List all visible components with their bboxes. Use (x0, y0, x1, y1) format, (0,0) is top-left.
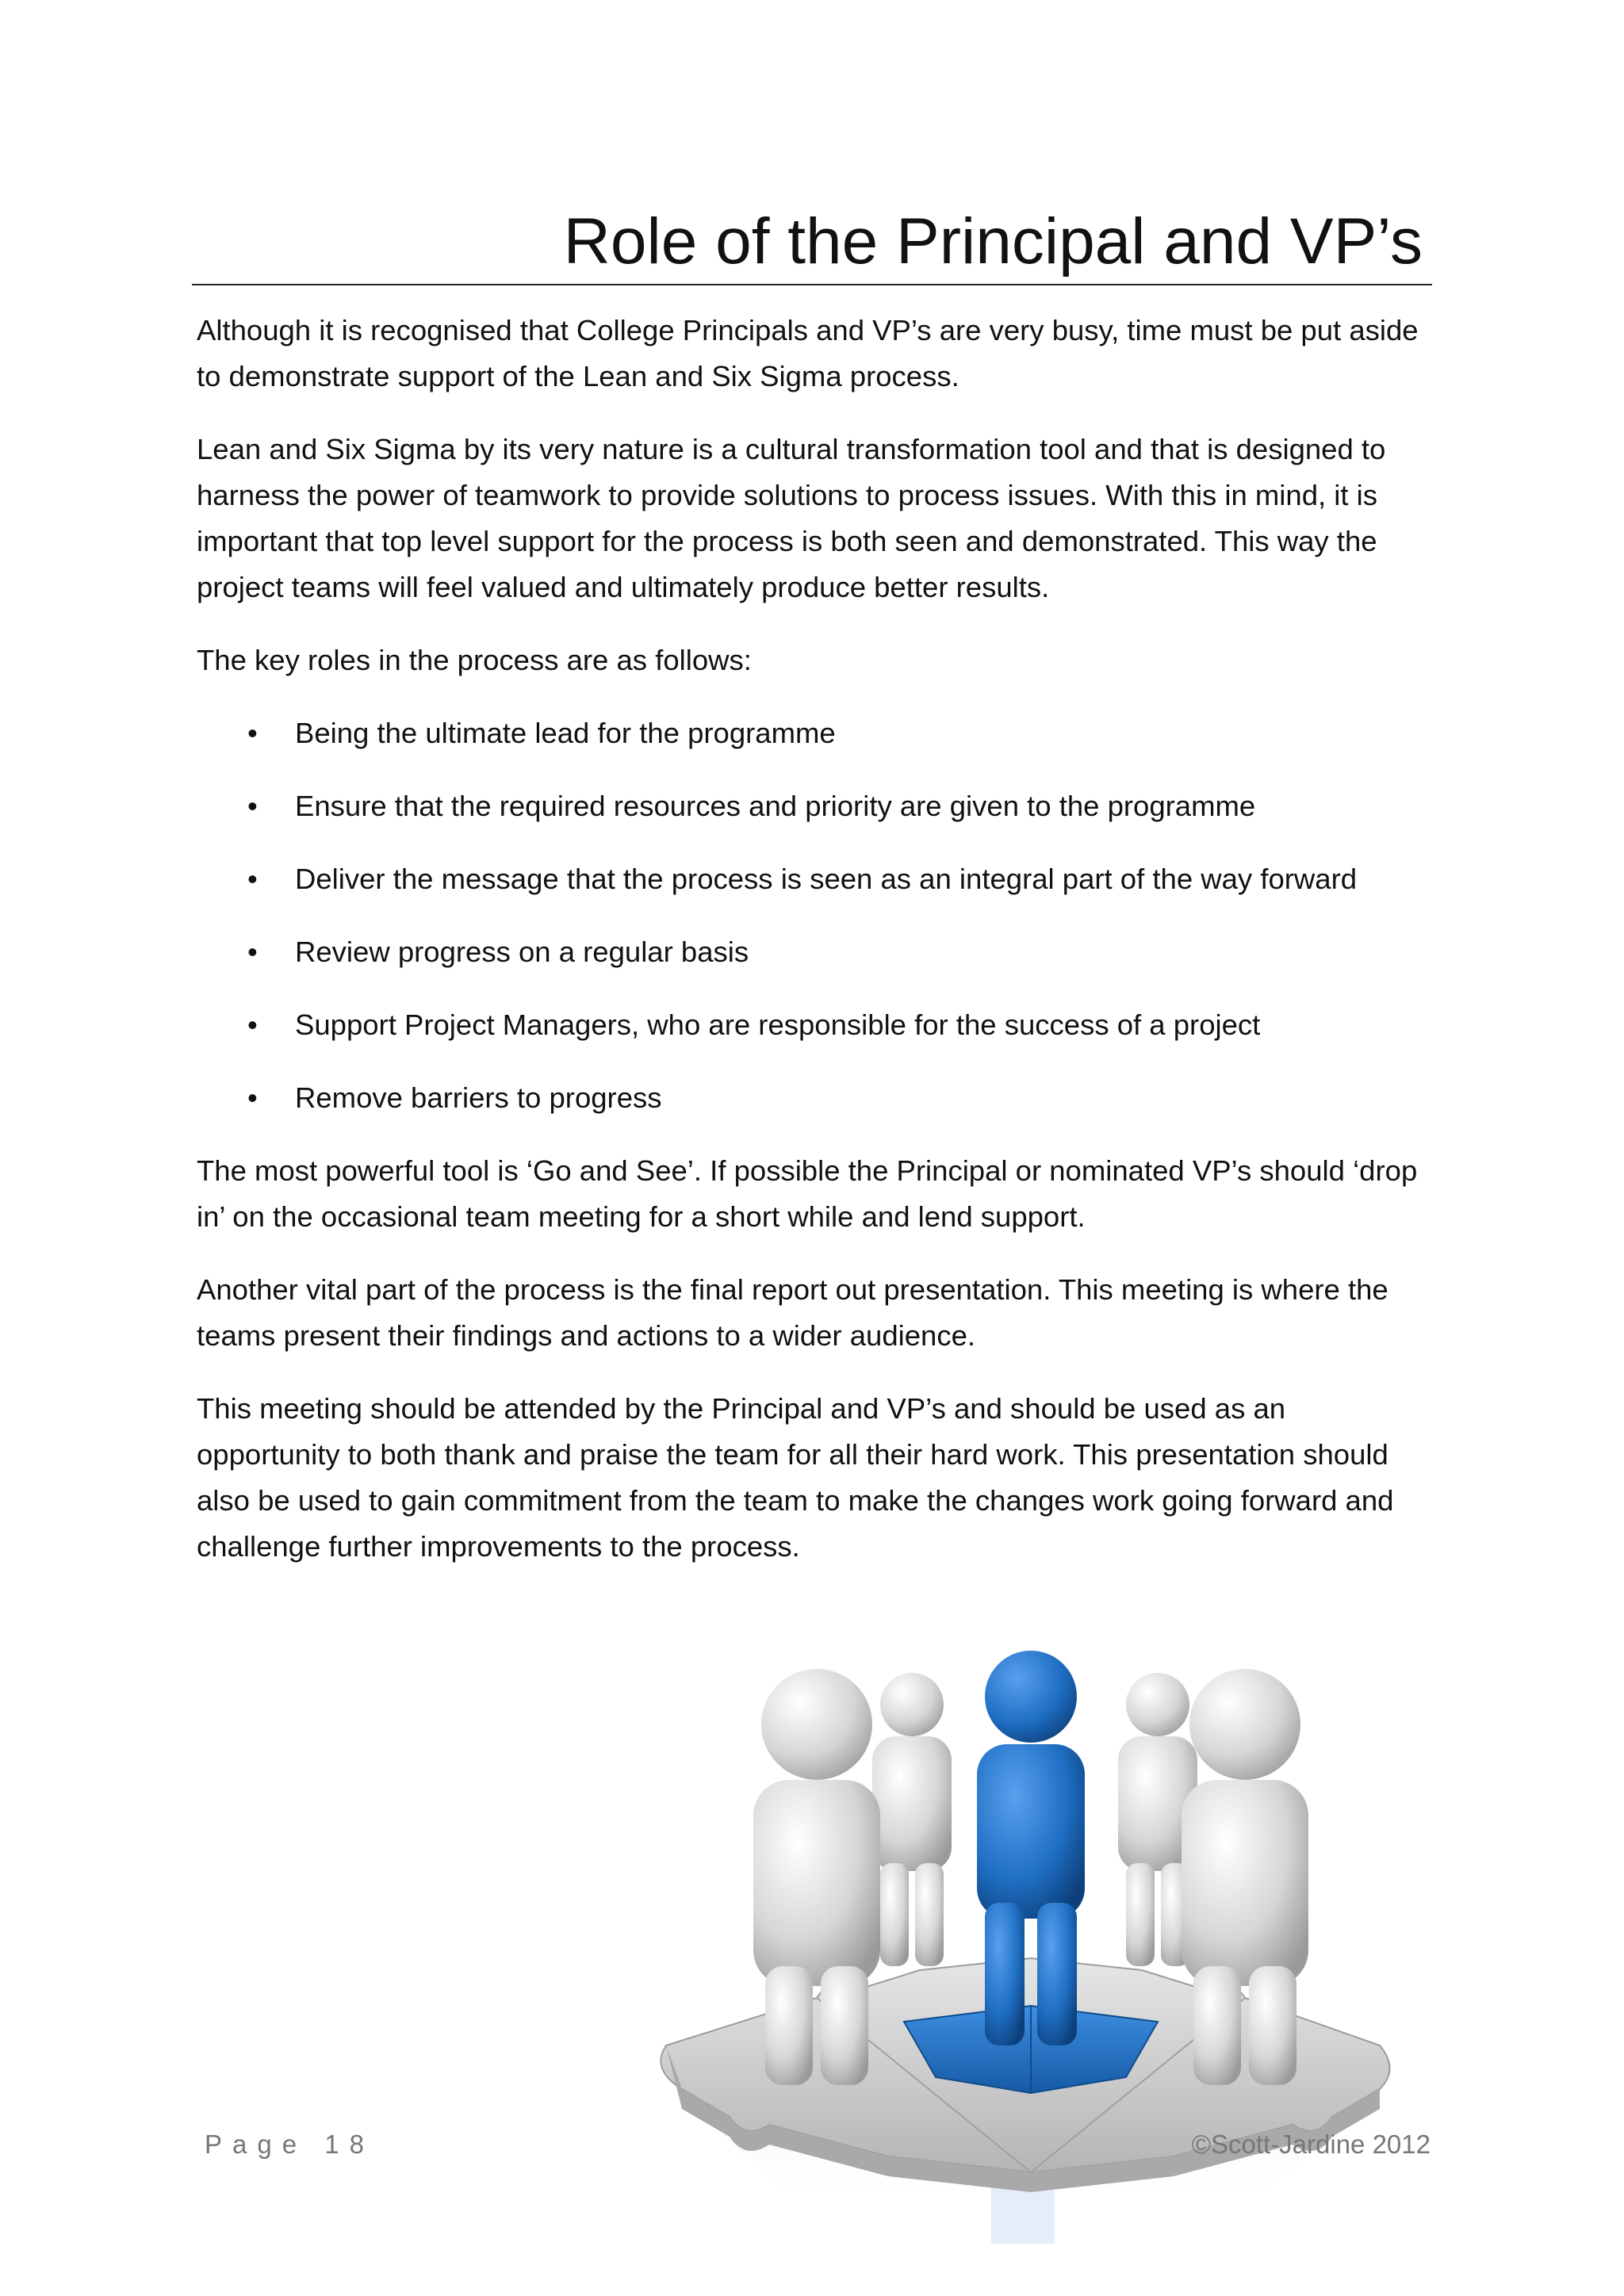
paragraph: This meeting should be attended by the Principal and VP’s and should be used as an opportunity to both thank and praise the team for all their hard work. This presentation should also be used to gain commitment from the team to make the changes work going forward and challenge further improvements to the process. (197, 1392, 1394, 1563)
list-item-text: Deliver the message that the process is seen as an integral part of the way forward (295, 863, 1358, 895)
bullet-icon: • (247, 717, 258, 749)
title-divider (192, 284, 1432, 285)
copyright-notice: ©Scott-Jardine 2012 (1191, 2130, 1431, 2159)
page-number: Page 18 (205, 2130, 374, 2159)
list-item (197, 856, 1434, 902)
list-item-text: Support Project Managers, who are responsible for the success of a project (295, 1008, 1261, 1041)
bullet-icon: • (247, 1081, 258, 1114)
bullet-icon: • (247, 1008, 258, 1041)
paragraph: Lean and Six Sigma by its very nature is a cultural transformation tool and that is designed to harness the power of teamwork to provide solutions to process issues. With this in mind, it is important that top level support for the process is both seen and demonstrated. This way the project teams will feel valued and ultimately produce better results. (197, 433, 1386, 603)
list-item-text: Ensure that the required resources and priority are given to the programme (295, 790, 1256, 822)
back-figure-left (872, 1673, 952, 1966)
paragraph: Another vital part of the process is the final report out presentation. This meeting is where the teams present their findings and actions to a wider audience. (197, 1273, 1388, 1352)
body-content (197, 308, 1434, 1597)
bullet-icon: • (247, 790, 258, 822)
list-item-text: Being the ultimate lead for the programme (295, 717, 836, 749)
teamwork-puzzle-illustration (619, 1649, 1427, 2267)
bullet-icon: • (247, 936, 258, 968)
key-roles-list (197, 710, 1434, 1121)
list-item (197, 710, 1434, 756)
list-item-text: Review progress on a regular basis (295, 936, 749, 968)
list-item (197, 783, 1434, 829)
paragraph: The key roles in the process are as follows: (197, 644, 752, 676)
list-item (197, 929, 1434, 975)
paragraph: The most powerful tool is ‘Go and See’. If possible the Principal or nominated VP’s should ‘drop in’ on the occasional team meeting for a short while and lend support. (197, 1154, 1418, 1233)
list-item (197, 1002, 1434, 1048)
list-item (197, 1075, 1434, 1121)
bullet-icon: • (247, 863, 258, 895)
page-title: Role of the Principal and VP’s (563, 205, 1423, 277)
paragraph: Although it is recognised that College Principals and VP’s are very busy, time must be put aside to demonstrate support of the Lean and Six Sigma process. (197, 314, 1419, 392)
list-item-text: Remove barriers to progress (295, 1081, 662, 1114)
